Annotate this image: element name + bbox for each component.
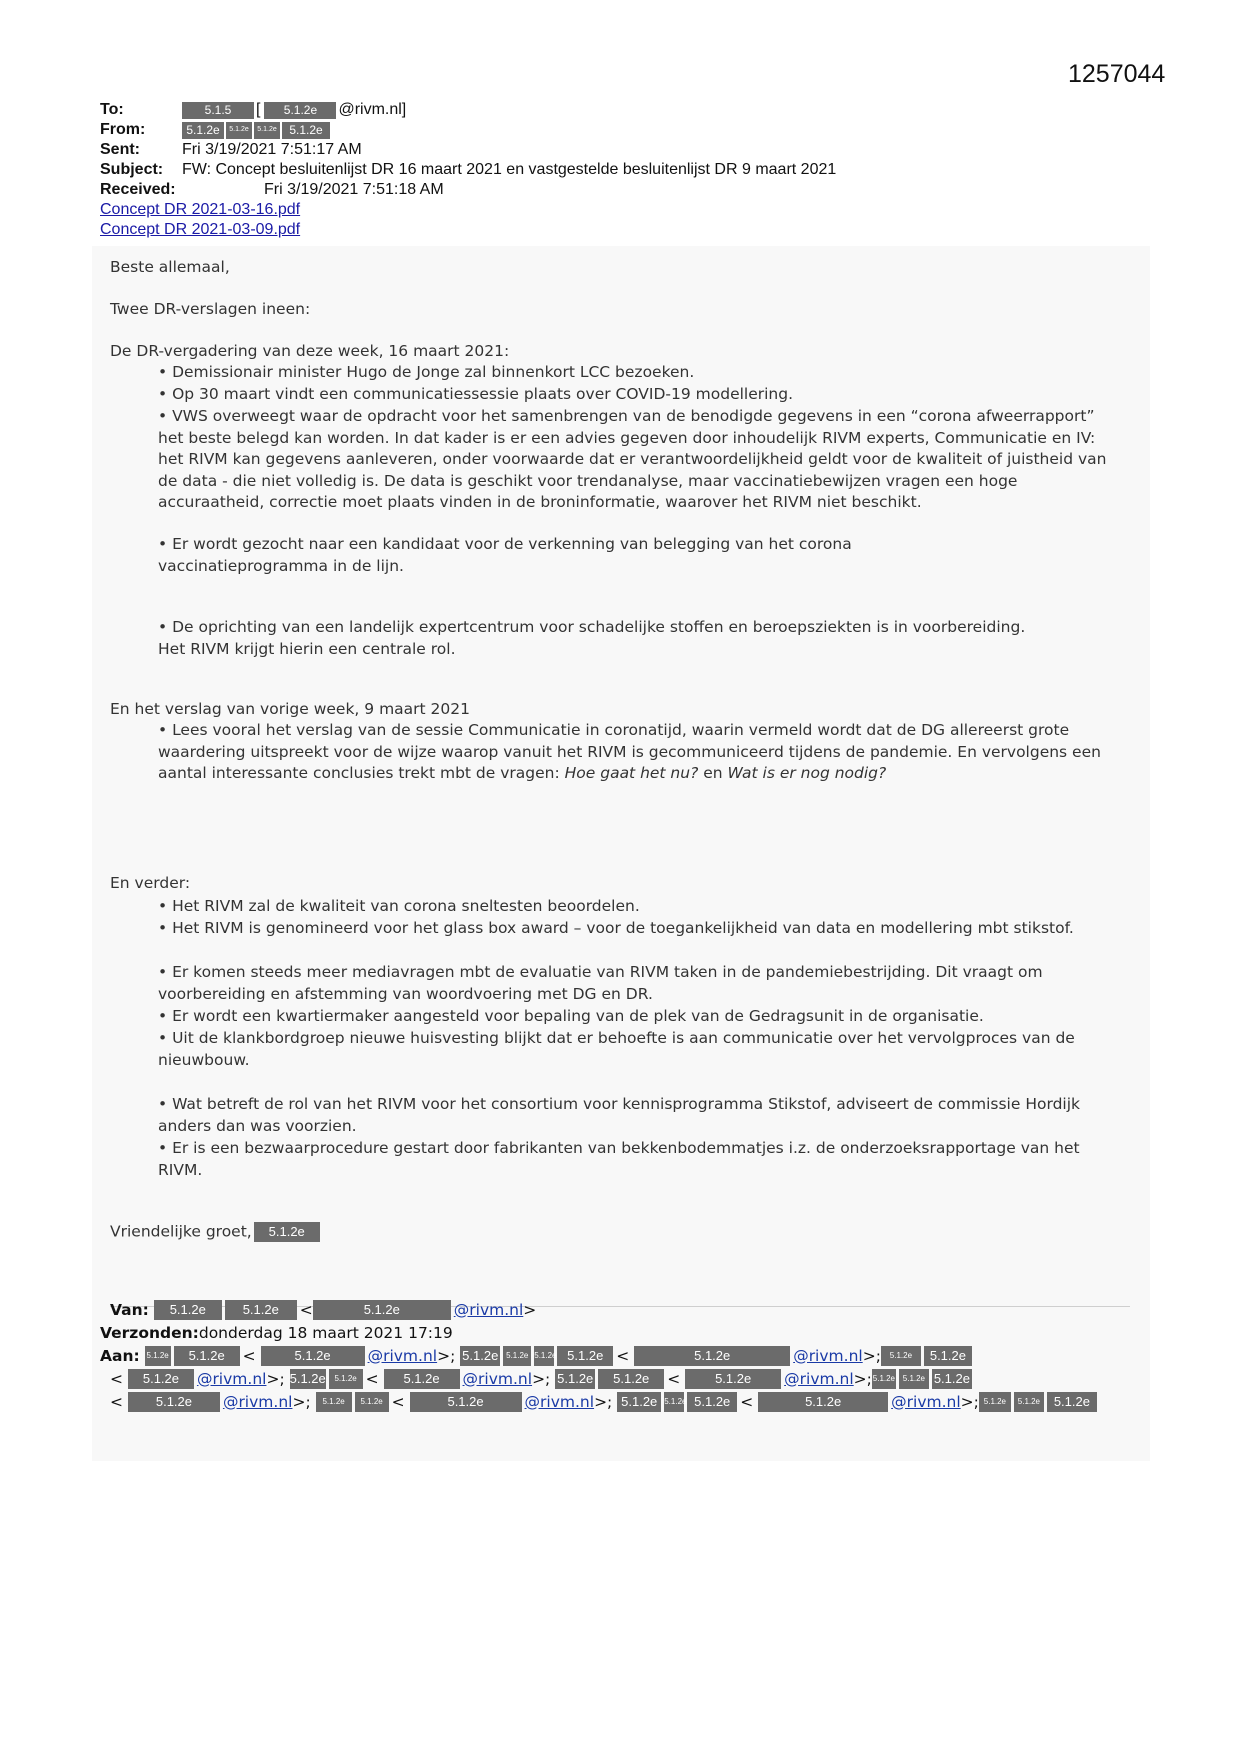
closing: [110, 1222, 323, 1242]
list-item: • Het RIVM is genomineerd voor het glass box award – voor de toegankelijkheid van data en modellering mbt stikstof.: [158, 919, 1074, 937]
redaction: 5.1.2e: [316, 1392, 352, 1412]
list-item: • Demissionair minister Hugo de Jonge zal binnenkort LCC bezoeken.: [158, 363, 695, 381]
list-item: • De oprichting van een landelijk expertcentrum voor schadelijke stoffen en beroepsziekten is in voorbereiding. Het RIVM krijgt hierin een centrale rol.: [158, 618, 1026, 658]
redaction: 5.1.2e: [1047, 1392, 1097, 1412]
redaction: 5.1.2e: [410, 1392, 522, 1412]
redaction: 5.1.2e: [685, 1369, 781, 1389]
subject-value: FW: Concept besluitenlijst DR 16 maart 2021 en vastgestelde besluitenlijst DR 9 maart 2021: [182, 161, 837, 178]
lt: <: [299, 1300, 313, 1319]
redaction: 5.1.2e: [329, 1369, 363, 1389]
to-bracket: [: [256, 101, 261, 118]
redaction: 5.1.2e: [687, 1392, 737, 1412]
subject-label: Subject:: [100, 161, 164, 178]
redaction: 5.1.2e: [264, 102, 336, 119]
sent-label: Sent:: [100, 141, 140, 158]
redaction: 5.1.2e: [128, 1369, 194, 1389]
verzonden-label: Verzonden:: [100, 1323, 199, 1342]
email-domain[interactable]: @rivm.nl: [524, 1392, 595, 1411]
redaction: 5.1.2e: [979, 1392, 1011, 1412]
gt-semi: >;: [292, 1392, 311, 1411]
sent-row: [100, 140, 836, 160]
redaction: 5.1.2e: [226, 122, 252, 139]
van-label: Van:: [110, 1300, 149, 1319]
van-row: [100, 1298, 1150, 1321]
email-header: [100, 100, 836, 240]
to-label: To:: [100, 101, 124, 118]
redaction: 5.1.2e: [384, 1369, 460, 1389]
redaction: 5.1.2e: [313, 1300, 451, 1320]
received-row: [100, 180, 836, 200]
list-item: • Het RIVM zal de kwaliteit van corona sneltesten beoordelen.: [158, 897, 640, 915]
aan-row-2: [100, 1367, 1150, 1390]
aan-row: [100, 1344, 1150, 1367]
gt: >: [523, 1300, 537, 1319]
from-label: From:: [100, 121, 146, 138]
gt-semi: >;: [266, 1369, 285, 1388]
redaction: 5.1.2e: [758, 1392, 888, 1412]
verzonden-value: donderdag 18 maart 2021 17:19: [198, 1323, 453, 1342]
subject-row: [100, 160, 836, 180]
redaction: 5.1.2e: [290, 1369, 326, 1389]
email-domain[interactable]: @rivm.nl: [462, 1369, 533, 1388]
redaction: 5.1.5: [182, 102, 254, 119]
email-domain[interactable]: @rivm.nl: [784, 1369, 854, 1388]
redaction: 5.1.2e: [182, 122, 224, 139]
conjunction: en: [698, 764, 728, 782]
email-domain[interactable]: @rivm.nl: [891, 1392, 961, 1411]
email-domain[interactable]: @rivm.nl: [196, 1369, 267, 1388]
redaction: 5.1.2e: [174, 1346, 240, 1366]
redaction: 5.1.2e: [128, 1392, 220, 1412]
verzonden-row: [100, 1321, 1150, 1344]
lt: <: [616, 1346, 630, 1365]
to-domain: @rivm.nl]: [338, 101, 407, 118]
forwarded-header: [100, 1298, 1150, 1413]
redaction: 5.1.2e: [664, 1392, 684, 1412]
redaction: 5.1.2e: [254, 1222, 320, 1242]
lt: <: [110, 1369, 123, 1388]
gt-semi: >;: [437, 1346, 456, 1365]
greeting: Beste allemaal,: [110, 258, 230, 276]
redaction: 5.1.2e: [254, 122, 280, 139]
gt-semi: >;: [532, 1369, 551, 1388]
list-item: [158, 720, 1123, 785]
redaction: 5.1.2e: [282, 122, 330, 139]
redaction: 5.1.2e: [899, 1369, 929, 1389]
redaction: 5.1.2e: [261, 1346, 365, 1366]
to-row: [100, 100, 836, 120]
lt: <: [242, 1346, 256, 1365]
redaction: 5.1.2e: [145, 1346, 171, 1366]
list-item: • Op 30 maart vindt een communicatiessessie plaats over COVID-19 modellering.: [158, 385, 794, 403]
list-item: • Er komen steeds meer mediavragen mbt de evaluatie van RIVM taken in de pandemiebestrijding. Dit vraagt om voorbereiding en afstemming van woordvoering met DG en DR.: [158, 963, 1043, 1003]
sent-value: Fri 3/19/2021 7:51:17 AM: [182, 141, 362, 158]
redaction: 5.1.2e: [924, 1346, 972, 1366]
lt: <: [110, 1392, 123, 1411]
list-item: • Er wordt een kwartiermaker aangesteld voor bepaling van de plek van de Gedragsunit in de organisatie.: [158, 1007, 984, 1025]
redaction: 5.1.2e: [154, 1300, 222, 1320]
redaction: 5.1.2e: [503, 1346, 531, 1366]
lt: <: [365, 1369, 379, 1388]
redaction: 5.1.2e: [225, 1300, 297, 1320]
question-text: Hoe gaat het nu?: [564, 764, 699, 782]
received-value: Fri 3/19/2021 7:51:18 AM: [264, 181, 444, 198]
list-item: • Wat betreft de rol van het RIVM voor het consortium voor kennisprogramma Stikstof, adviseert de commissie Hordijk anders dan was voorzien.: [158, 1095, 1080, 1135]
redaction: 5.1.2e: [1014, 1392, 1044, 1412]
received-label: Received:: [100, 181, 176, 198]
redaction: 5.1.2e: [598, 1369, 664, 1389]
section-title: En het verslag van vorige week, 9 maart 2021: [110, 700, 470, 718]
redaction: 5.1.2e: [872, 1369, 896, 1389]
redaction: 5.1.2e: [932, 1369, 972, 1389]
closing-text: Vriendelijke groet,: [110, 1222, 252, 1241]
list-item: • VWS overweegt waar de opdracht voor het samenbrengen van de benodigde gegevens in een “corona afweerrapport” het beste belegd kan worden. In dat kader is er een advies gegeven door inhoudelijk RIVM experts, Communicatie en IV: het RIVM kan gegevens aanleveren, onder voorwaarde dat er verantwoordelijkheid geldt voor de kwaliteit of juistheid van de data - die niet volledig is. De data is geschikt voor trendanalyse, maar vaccinatiebewijzen vragen een hoge accuraatheid, correctie moet plaats vinden in de broninformatie, waarover het RIVM niet beschikt.: [158, 407, 1107, 511]
list-item: • Uit de klankbordgroep nieuwe huisvesting blijkt dat er behoefte is aan communicatie over het vervolgproces van de nieuwbouw.: [158, 1029, 1075, 1069]
redaction: 5.1.2e: [460, 1346, 500, 1366]
lt: <: [740, 1392, 754, 1411]
attachment-link[interactable]: Concept DR 2021-03-16.pdf: [100, 201, 301, 218]
gt-semi: >;: [594, 1392, 613, 1411]
from-row: [100, 120, 836, 140]
gt-semi: >;: [960, 1392, 979, 1411]
section-title: De DR-vergadering van deze week, 16 maart 2021:: [110, 342, 510, 360]
lt: <: [391, 1392, 405, 1411]
redaction: 5.1.2e: [534, 1346, 554, 1366]
attachment-row: [100, 200, 836, 220]
redaction: 5.1.2e: [881, 1346, 921, 1366]
redaction: 5.1.2e: [355, 1392, 389, 1412]
aan-label: Aan:: [100, 1346, 140, 1365]
redaction: 5.1.2e: [555, 1369, 595, 1389]
question-text: Wat is er nog nodig?: [727, 764, 887, 782]
section-title: En verder:: [110, 874, 191, 892]
gt-semi: >;: [853, 1369, 872, 1388]
redaction: 5.1.2e: [617, 1392, 661, 1412]
email-domain[interactable]: @rivm.nl: [222, 1392, 293, 1411]
redaction: 5.1.2e: [634, 1346, 790, 1366]
list-item: • Er wordt gezocht naar een kandidaat voor de verkenning van belegging van het corona vaccinatieprogramma in de lijn.: [158, 535, 852, 575]
email-domain[interactable]: @rivm.nl: [793, 1346, 863, 1365]
email-domain[interactable]: @rivm.nl: [453, 1300, 524, 1319]
attachment-link[interactable]: Concept DR 2021-03-09.pdf: [100, 221, 301, 238]
list-item: • Er is een bezwaarprocedure gestart door fabrikanten van bekkenbodemmatjes i.z. de onderzoeksrapportage van het RIVM.: [158, 1139, 1080, 1179]
attachment-row: [100, 220, 836, 240]
document-id: 1257044: [1068, 60, 1166, 88]
redaction: 5.1.2e: [557, 1346, 613, 1366]
aan-row-3: [100, 1390, 1150, 1413]
intro: Twee DR-verslagen ineen:: [110, 300, 311, 318]
list-item-text: • Lees vooral het verslag van de sessie Communicatie in coronatijd, waarin vermeld wordt dat de DG allereerst grote waardering uitspreekt voor de wijze waarop vanuit het RIVM is gecommuniceerd tijdens de pandemie. En vervolgens een aantal interessante conclusies trekt mbt de vragen:: [158, 721, 1101, 782]
lt: <: [667, 1369, 681, 1388]
gt-semi: >;: [862, 1346, 881, 1365]
email-domain[interactable]: @rivm.nl: [367, 1346, 438, 1365]
